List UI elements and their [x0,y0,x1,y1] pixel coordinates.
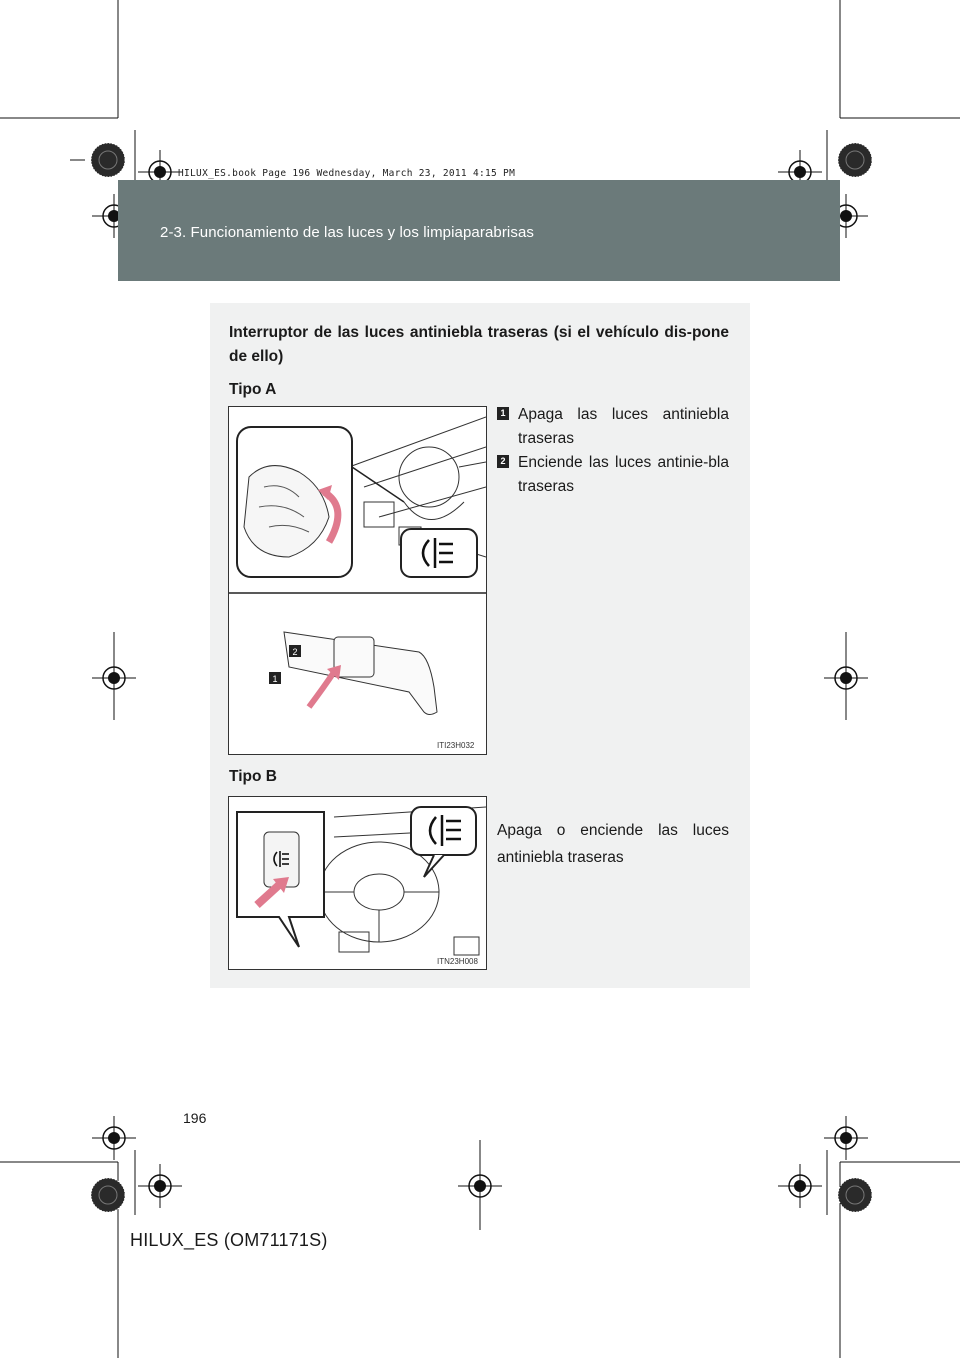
registration-mark-icon [824,1116,868,1160]
step-text: Apaga las luces antiniebla traseras [518,406,729,447]
footer-book-code: HILUX_ES (OM71171S) [130,1230,328,1250]
section-header-title: 2-3. Funcionamiento de las luces y los limpiaparabrisas [160,224,535,241]
section-heading: Interruptor de las luces antiniebla traseras (si el vehículo dis-pone de ello) [229,324,729,365]
type-b-description: Apaga o enciende las luces antiniebla traseras [497,822,729,866]
color-bar-icon [91,143,125,177]
figure-type-a-illustration [229,407,486,754]
step-number-badge: 2 [497,455,509,468]
color-bar-icon [91,1178,125,1212]
figure-type-b [228,796,487,970]
figure-type-a [228,406,487,755]
type-a-label: Tipo A [229,381,277,398]
type-b-label: Tipo B [229,768,277,785]
registration-mark-icon [92,1116,136,1160]
figure-type-b-illustration [229,797,486,969]
step-text: Enciende las luces antinie-bla traseras [518,454,729,495]
step-item [497,451,729,499]
color-bar-icon [838,1178,872,1212]
step-number-badge: 1 [497,407,509,420]
figure-type-a-code: ITI23H032 [437,741,475,750]
figure-type-b-code: ITN23H008 [437,957,478,966]
registration-mark-icon [138,1164,182,1208]
print-stamp: HILUX_ES.book Page 196 Wednesday, March 23, 2011 4:15 PM [178,168,516,179]
registration-mark-icon [778,1164,822,1208]
page-number: 196 [183,1110,207,1126]
svg-text:1: 1 [272,674,278,684]
step-item [497,403,729,451]
color-bar-icon [838,143,872,177]
svg-text:2: 2 [292,647,298,657]
